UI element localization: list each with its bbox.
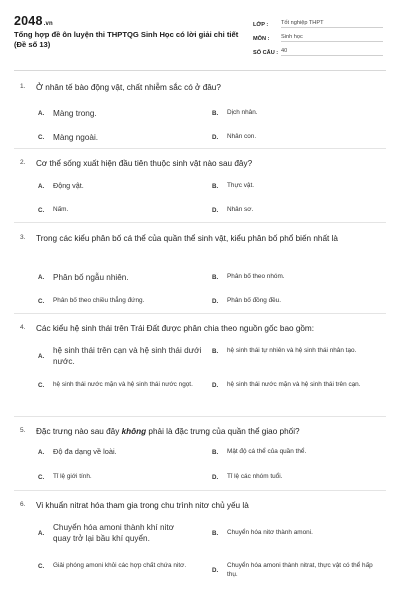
option-text: Phân bố đồng đều. <box>227 297 282 304</box>
option-letter: C. <box>38 473 45 481</box>
option-text: Chuyển hóa nitơ thành amoni. <box>227 529 313 536</box>
question-stem <box>20 426 380 437</box>
question-text: Các kiểu hệ sinh thái trên Trái Đất được phân chia theo nguồn gốc bao gồm: <box>36 324 315 333</box>
logo-suffix: .vn <box>43 21 53 27</box>
option-b[interactable] <box>212 182 254 191</box>
option-a[interactable] <box>38 448 117 457</box>
option-b[interactable] <box>212 273 285 282</box>
option-c[interactable] <box>38 473 92 482</box>
meta-row-class <box>253 14 383 28</box>
header <box>0 0 400 62</box>
option-letter: B. <box>212 448 219 456</box>
document-title: Tổng hợp đề ôn luyện thi THPTQG Sinh Học có lời giải chi tiết (Đề số 13) <box>14 30 239 50</box>
header-divider <box>14 70 386 71</box>
option-d[interactable] <box>212 297 281 306</box>
option-c[interactable] <box>38 206 68 215</box>
option-letter: A. <box>38 448 45 456</box>
option-letter: B. <box>212 347 219 355</box>
question-number: 3. <box>20 234 26 241</box>
option-letter: C. <box>38 562 45 570</box>
site-logo[interactable] <box>14 14 53 28</box>
meta-label: LỚP : <box>253 22 269 28</box>
option-letter: D. <box>212 206 219 214</box>
option-text: Chuyển hóa amoni thành nitrat, thực vật có thể hấp thụ. <box>227 562 373 578</box>
option-letter: A. <box>38 352 45 360</box>
meta-row-subject <box>253 28 383 42</box>
question-text-after: phải là đặc trưng của quần thể giao phối? <box>146 427 300 436</box>
option-c[interactable] <box>38 562 208 571</box>
option-letter: C. <box>38 297 45 305</box>
option-letter: A. <box>38 182 45 190</box>
question-text <box>36 426 380 437</box>
question-number: 1. <box>20 83 26 90</box>
option-d[interactable] <box>212 206 253 215</box>
option-letter: D. <box>212 567 219 575</box>
option-d[interactable] <box>212 562 380 579</box>
question-number: 2. <box>20 159 26 166</box>
meta-row-count <box>253 42 383 56</box>
option-d[interactable] <box>212 381 380 390</box>
question-text: Ở nhân tế bào động vật, chất nhiễm sắc có ở đâu? <box>36 83 221 92</box>
question-text-emphasis: không <box>121 427 147 436</box>
option-text: Phân bố theo nhóm. <box>227 273 285 280</box>
option-text: Tỉ lệ giới tính. <box>53 473 92 480</box>
option-d[interactable] <box>212 133 256 142</box>
question-divider <box>14 148 386 149</box>
document-meta <box>253 14 383 56</box>
option-a[interactable] <box>38 108 97 119</box>
option-letter: D. <box>212 473 219 481</box>
option-c[interactable] <box>38 132 98 143</box>
option-letter: B. <box>212 529 219 537</box>
question-number: 4. <box>20 324 26 331</box>
option-text: hệ sinh thái trên cạn và hệ sinh thái dưới nước. <box>53 346 202 366</box>
question-text: Cơ thể sống xuất hiện đầu tiên thuộc sinh vật nào sau đây? <box>36 159 253 168</box>
option-letter: A. <box>38 529 45 537</box>
question-stem <box>20 233 380 244</box>
question-stem <box>20 500 380 511</box>
meta-label: MÔN : <box>253 36 270 42</box>
option-text: Động vật. <box>53 181 84 190</box>
question-text: Vi khuẩn nitrat hóa tham gia trong chu trình nitơ chủ yếu là <box>36 501 249 510</box>
option-text: Chuyển hóa amoni thành khí nitơ quay trở lại bầu khí quyển. <box>53 523 174 543</box>
option-text: Phân bố theo chiều thẳng đứng. <box>53 297 145 304</box>
question-text: Trong các kiểu phân bố cá thể của quần thể sinh vật, kiểu phân bố phổ biến nhất là <box>36 234 338 243</box>
option-text: Dịch nhân. <box>227 109 258 116</box>
option-letter: D. <box>212 133 219 141</box>
meta-value: Tốt nghiệp THPT <box>281 20 383 29</box>
option-text: hệ sinh thái nước mặn và hệ sinh thái trên cạn. <box>227 381 361 388</box>
option-text: Giải phóng amoni khỏi các hợp chất chứa nitơ. <box>53 562 187 569</box>
option-text: Nhân sơ. <box>227 206 254 213</box>
option-letter: D. <box>212 297 219 305</box>
option-text: Tỉ lệ các nhóm tuổi. <box>227 473 283 480</box>
option-c[interactable] <box>38 381 208 390</box>
option-d[interactable] <box>212 473 282 482</box>
question-divider <box>14 222 386 223</box>
option-text: Nấm. <box>53 206 69 213</box>
option-a[interactable] <box>38 182 84 191</box>
question-text-before: Đặc trưng nào sau đây <box>36 427 122 436</box>
meta-value: 40 <box>281 48 383 57</box>
option-letter: C. <box>38 134 45 141</box>
option-a[interactable] <box>38 345 208 367</box>
question-stem <box>20 82 380 93</box>
option-b[interactable] <box>212 109 258 118</box>
question-divider <box>14 313 386 314</box>
option-letter: B. <box>212 109 219 117</box>
option-letter: A. <box>38 110 45 117</box>
question-stem <box>20 158 380 169</box>
option-text: Màng trong. <box>53 109 97 118</box>
question-divider <box>14 490 386 491</box>
option-b[interactable] <box>212 347 380 356</box>
option-letter: D. <box>212 381 219 389</box>
option-text: hệ sinh thái tự nhiên và hệ sinh thái nhân tạo. <box>227 347 357 354</box>
option-text: Mật độ cá thể của quần thể. <box>227 448 307 455</box>
option-c[interactable] <box>38 297 144 306</box>
option-letter: B. <box>212 182 219 190</box>
option-text: hệ sinh thái nước mặn và hệ sinh thái nước ngọt. <box>53 381 193 388</box>
logo-text: 2048 <box>14 14 43 28</box>
option-letter: B. <box>212 273 219 281</box>
option-text: Màng ngoài. <box>53 133 99 142</box>
question-divider <box>14 416 386 417</box>
option-letter: C. <box>38 381 45 389</box>
meta-label: SỐ CÂU : <box>253 50 279 56</box>
meta-value: Sinh học <box>281 34 383 43</box>
question-number: 6. <box>20 501 26 508</box>
option-a[interactable] <box>38 522 208 544</box>
option-letter: A. <box>38 274 45 281</box>
question-stem <box>20 323 380 334</box>
option-text: Phân bố ngẫu nhiên. <box>53 273 129 282</box>
option-text: Thực vật. <box>227 182 255 189</box>
option-a[interactable] <box>38 272 129 283</box>
option-letter: C. <box>38 206 45 214</box>
option-b[interactable] <box>212 448 306 457</box>
option-text: Nhân con. <box>227 133 257 140</box>
option-text: Độ đa dạng về loài. <box>53 447 117 456</box>
question-number: 5. <box>20 427 26 434</box>
option-b[interactable] <box>212 529 380 538</box>
